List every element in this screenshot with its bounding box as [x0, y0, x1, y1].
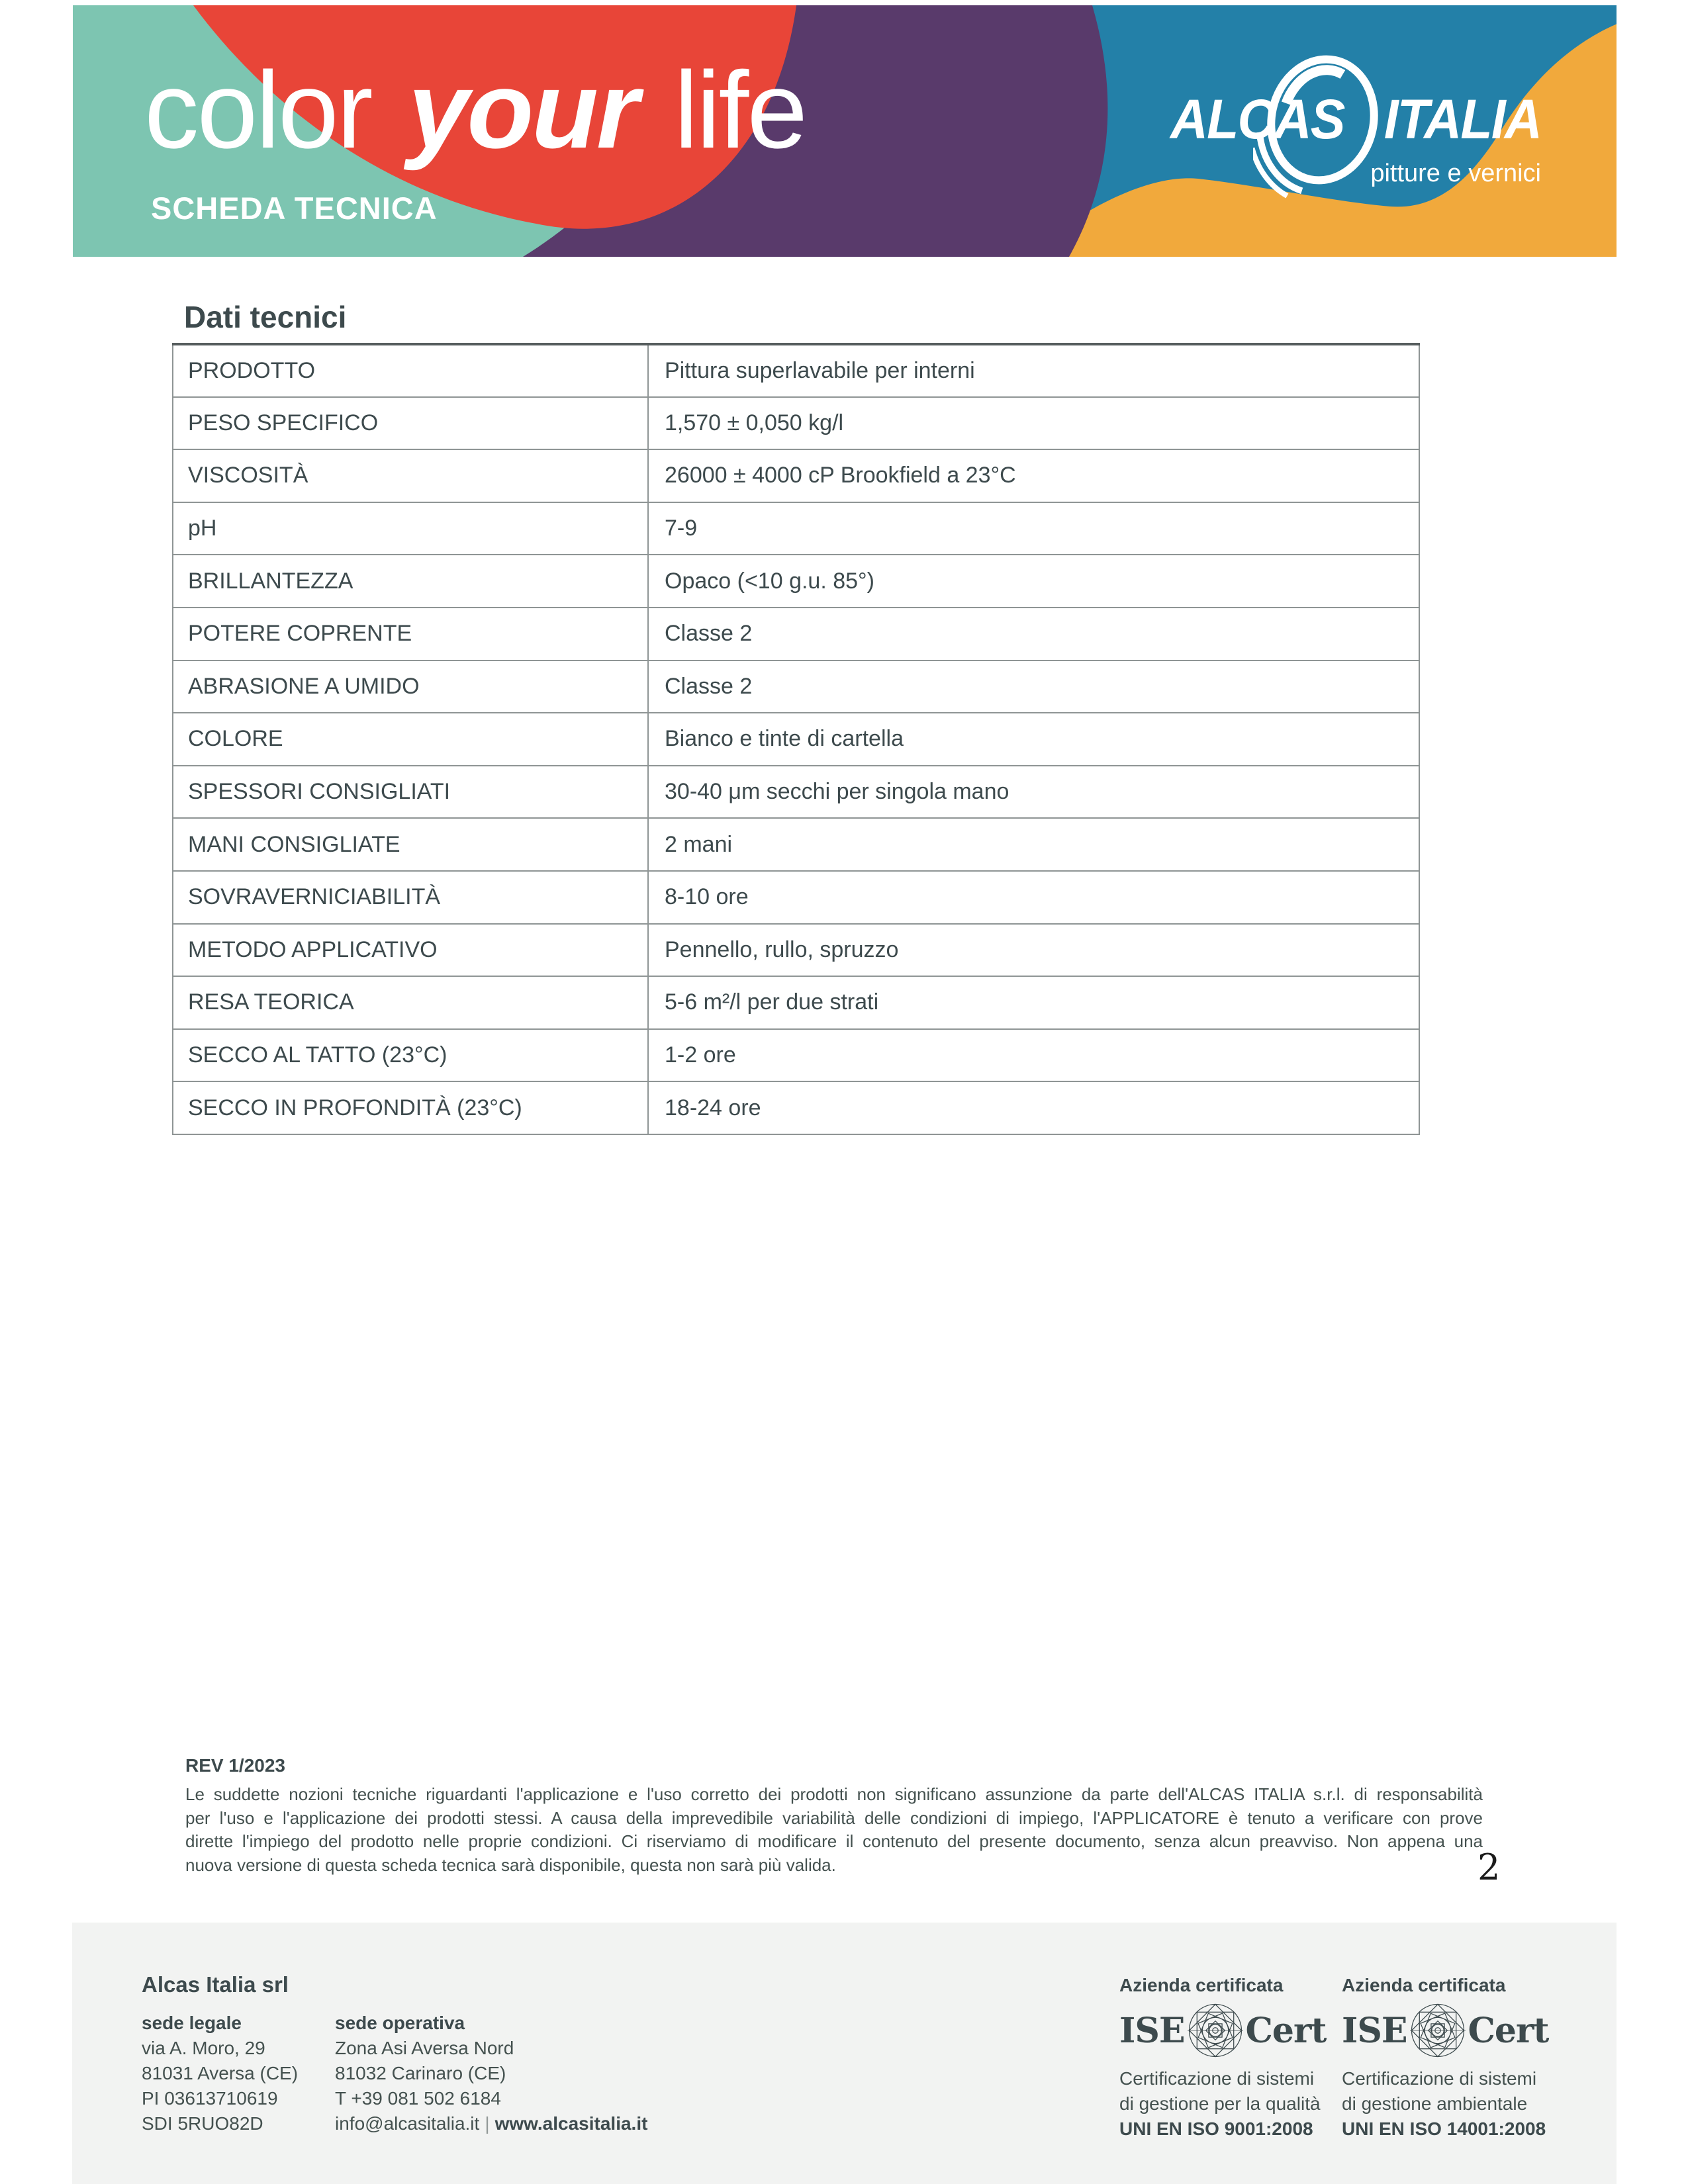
table-row	[173, 1081, 1419, 1134]
cert-heading: Azienda certificata	[1342, 1975, 1506, 1995]
disclaimer-line: per l'uso e l'applicazione dei prodotti stessi. A causa della imprevedibile variabilità delle condizioni di impiego, l'APPLICATORE è tenuto a verificare con prove	[185, 1807, 1483, 1828]
legal-line: PI 03613710619	[142, 2088, 278, 2109]
table-row	[173, 608, 1419, 660]
table-row	[173, 976, 1419, 1029]
isecert-text-cert: Cert	[1468, 2010, 1549, 2051]
spec-value: 8-10 ore	[648, 871, 1419, 924]
disclaimer-line: nuova versione di questa scheda tecnica sarà disponibile, questa non sarà più valida.	[185, 1854, 836, 1875]
legal-title: sede legale	[142, 2013, 242, 2033]
company-logo	[1170, 88, 1541, 150]
header-tagline	[144, 49, 806, 171]
table-row	[173, 449, 1419, 502]
table-row	[173, 344, 1419, 397]
table-row	[173, 555, 1419, 608]
operative-line: T +39 081 502 6184	[335, 2088, 501, 2109]
spec-value: Classe 2	[648, 660, 1419, 713]
isecert-text-cert: Cert	[1245, 2010, 1327, 2051]
legal-line: 81031 Aversa (CE)	[142, 2063, 299, 2083]
certification-block-quality	[1119, 1975, 1344, 2142]
table-row	[173, 660, 1419, 713]
spec-label: COLORE	[173, 713, 648, 766]
spec-label: SECCO AL TATTO (23°C)	[173, 1029, 648, 1082]
spec-value: Classe 2	[648, 608, 1419, 660]
spec-label: POTERE COPRENTE	[173, 608, 648, 660]
spec-label: RESA TEORICA	[173, 976, 648, 1029]
legal-line: SDI 5RUO82D	[142, 2113, 263, 2134]
tagline-word-your: your	[408, 49, 637, 171]
tagline-word-color: color	[144, 49, 371, 171]
spec-value: Pennello, rullo, spruzzo	[648, 924, 1419, 977]
isecert-text-ise: ISE	[1119, 2010, 1185, 2051]
spec-label: PESO SPECIFICO	[173, 397, 648, 450]
cert-standard: UNI EN ISO 9001:2008	[1119, 2118, 1313, 2139]
website-text: www.alcasitalia.it	[494, 2113, 648, 2134]
operative-line: Zona Asi Aversa Nord	[335, 2038, 514, 2058]
table-row	[173, 502, 1419, 555]
operative-line: 81032 Carinaro (CE)	[335, 2063, 506, 2083]
cert-heading: Azienda certificata	[1119, 1975, 1284, 1995]
spec-value: Pittura superlavabile per interni	[648, 344, 1419, 397]
cert-line: Certificazione di sistemi	[1119, 2068, 1315, 2089]
contact-line	[335, 2111, 647, 2136]
isecert-logo	[1342, 2000, 1567, 2061]
spec-value: Opaco (<10 g.u. 85°)	[648, 555, 1419, 608]
section-title: Dati tecnici	[184, 300, 347, 334]
spec-label: SPESSORI CONSIGLIATI	[173, 766, 648, 819]
isecert-text-ise: ISE	[1342, 2010, 1407, 2051]
logo-text-alcas: ALCAS	[1170, 88, 1344, 150]
spec-value: 26000 ± 4000 cP Brookfield a 23°C	[648, 449, 1419, 502]
isecert-mandala-icon	[1188, 2003, 1243, 2058]
disclaimer-line: dirette l'impiego del prodotto nelle proprie condizioni. Ci riserviamo di modificare il contenuto del presente documento, senza alcun preavviso. Non appena una	[185, 1831, 1483, 1851]
cert-line: Certificazione di sistemi	[1342, 2068, 1537, 2089]
spec-label: SOVRAVERNICIABILITÀ	[173, 871, 648, 924]
footer-company-name: Alcas Italia srl	[142, 1972, 289, 1997]
cert-line: di gestione per la qualità	[1119, 2093, 1321, 2114]
logo-text-italia: ITALIA	[1383, 88, 1541, 150]
email-text: info@alcasitalia.it	[335, 2113, 480, 2134]
spec-label: VISCOSITÀ	[173, 449, 648, 502]
legal-address-column	[142, 2011, 298, 2136]
table-row	[173, 766, 1419, 819]
page-number: 2	[1477, 1846, 1501, 1888]
spec-value: 7-9	[648, 502, 1419, 555]
spec-value: 18-24 ore	[648, 1081, 1419, 1134]
spec-label: SECCO IN PROFONDITÀ (23°C)	[173, 1081, 648, 1134]
isecert-logo	[1119, 2000, 1344, 2061]
operative-address-column	[335, 2011, 647, 2136]
spec-label: PRODOTTO	[173, 344, 648, 397]
spec-value: 5-6 m²/l per due strati	[648, 976, 1419, 1029]
spec-label: METODO APPLICATIVO	[173, 924, 648, 977]
logo-tagline: pitture e vernici	[1370, 159, 1541, 187]
cert-standard: UNI EN ISO 14001:2008	[1342, 2118, 1546, 2139]
separator: |	[485, 2113, 490, 2134]
spec-value: Bianco e tinte di cartella	[648, 713, 1419, 766]
spec-label: pH	[173, 502, 648, 555]
table-row	[173, 871, 1419, 924]
legal-line: via A. Moro, 29	[142, 2038, 265, 2058]
table-row	[173, 818, 1419, 871]
spec-value: 1,570 ± 0,050 kg/l	[648, 397, 1419, 450]
spec-label: ABRASIONE A UMIDO	[173, 660, 648, 713]
revision-label: REV 1/2023	[185, 1755, 285, 1776]
document-type-label: SCHEDA TECNICA	[151, 191, 438, 226]
tech-table-body	[173, 344, 1419, 1134]
isecert-mandala-icon	[1410, 2003, 1466, 2058]
certification-block-environment	[1342, 1975, 1567, 2142]
spec-label: BRILLANTEZZA	[173, 555, 648, 608]
spec-value: 2 mani	[648, 818, 1419, 871]
table-row	[173, 1029, 1419, 1082]
cert-line: di gestione ambientale	[1342, 2093, 1528, 2114]
tagline-word-life: life	[674, 49, 806, 171]
tech-data-table	[172, 343, 1420, 1135]
spec-value: 1-2 ore	[648, 1029, 1419, 1082]
spec-value: 30-40 μm secchi per singola mano	[648, 766, 1419, 819]
disclaimer-block	[185, 1755, 1483, 1877]
table-row	[173, 924, 1419, 977]
operative-title: sede operativa	[335, 2013, 465, 2033]
spec-label: MANI CONSIGLIATE	[173, 818, 648, 871]
table-row	[173, 713, 1419, 766]
table-row	[173, 397, 1419, 450]
disclaimer-line: Le suddette nozioni tecniche riguardanti l'applicazione e l'uso corretto dei prodotti non significano assunzione da parte dell'ALCAS ITALIA s.r.l. di responsabilità	[185, 1784, 1483, 1804]
